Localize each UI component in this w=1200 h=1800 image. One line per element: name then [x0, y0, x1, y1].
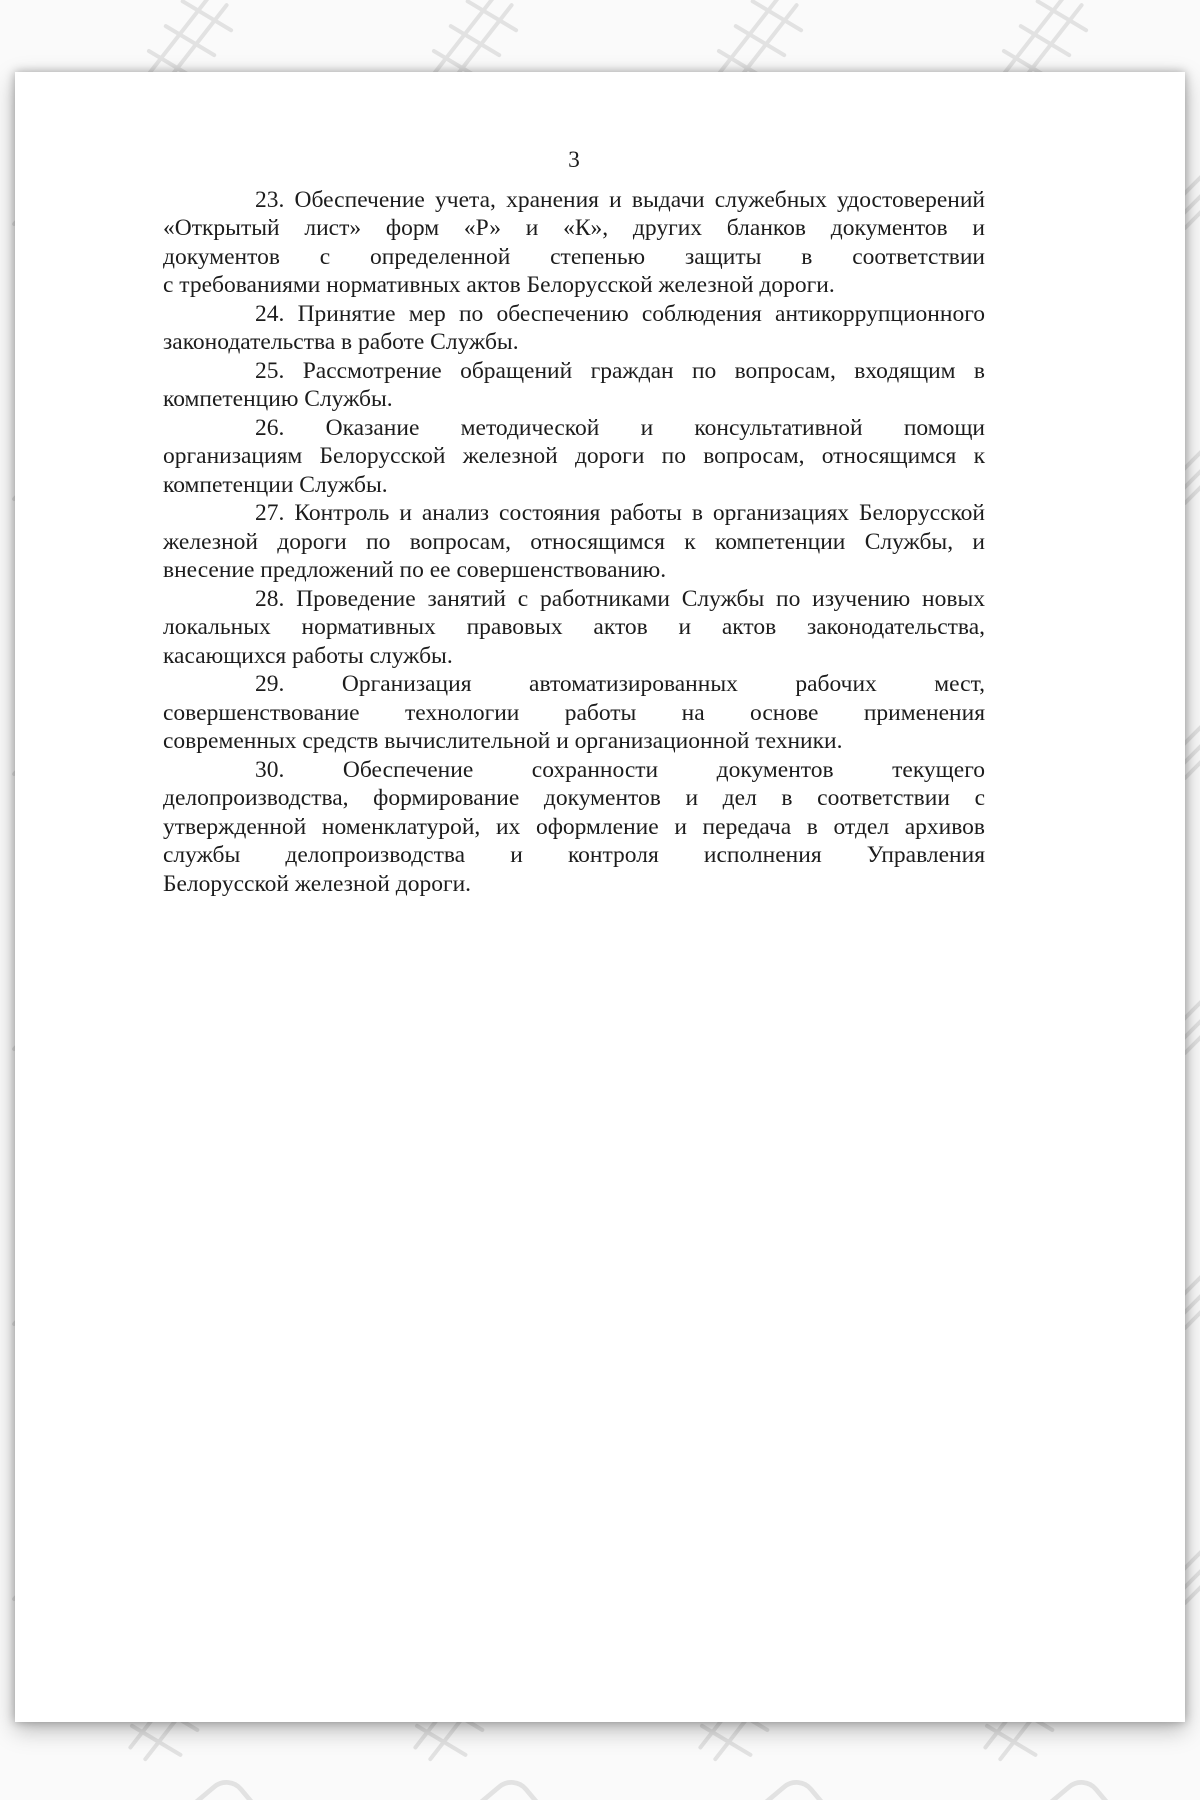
- text-line: локальных нормативных правовых актов и актов законодательства,: [163, 614, 985, 640]
- text-line: 27. Контроль и анализ состояния работы в организациях Белорусской: [255, 500, 985, 526]
- paragraph: [163, 585, 985, 671]
- paragraph: [163, 186, 985, 300]
- text-line: 30. Обеспечение сохранности документов текущего: [255, 756, 985, 783]
- text-line: Белорусской железной дороги.: [163, 870, 472, 897]
- text-line: компетенцию Службы.: [163, 386, 393, 412]
- text-line: с требованиями нормативных актов Белорусской железной дороги.: [163, 272, 835, 298]
- paragraph: [163, 357, 985, 414]
- text-line: 26. Оказание методической и консультативной помощи: [255, 414, 985, 441]
- text-line: службы делопроизводства и контроля исполнения Управления: [163, 842, 985, 868]
- paragraph: [163, 300, 985, 357]
- text-line: организациям Белорусской железной дороги по вопросам, относящимся к: [163, 443, 985, 469]
- document-body: [15, 186, 1185, 899]
- text-line: 25. Рассмотрение обращений граждан по вопросам, входящим в: [255, 357, 985, 384]
- text-line: совершенствование технологии работы на основе применения: [163, 699, 985, 726]
- text-line: современных средств вычислительной и организационной техники.: [163, 728, 843, 754]
- text-line: делопроизводства, формирование документов и дел в соответствии с: [163, 785, 985, 811]
- text-line: касающихся работы службы.: [163, 642, 453, 669]
- text-line: документов с определенной степенью защиты в соответствии: [163, 243, 985, 270]
- paragraph: [163, 414, 985, 500]
- page-number: 3: [568, 147, 580, 173]
- text-line: законодательства в работе Службы.: [163, 329, 519, 355]
- text-line: «Открытый лист» форм «Р» и «К», других бланков документов и: [163, 215, 985, 241]
- text-line: железной дороги по вопросам, относящимся к компетенции Службы, и: [163, 528, 985, 555]
- text-line: 24. Принятие мер по обеспечению соблюдения антикоррупционного: [255, 300, 985, 327]
- text-line: 29. Организация автоматизированных рабочих мест,: [255, 671, 985, 697]
- document-page: [15, 72, 1185, 1722]
- paragraph: [163, 670, 985, 756]
- text-line: компетенции Службы.: [163, 471, 388, 498]
- text-line: утвержденной номенклатурой, их оформление и передача в отдел архивов: [163, 813, 985, 840]
- paragraph: [163, 756, 985, 899]
- text-line: внесение предложений по ее совершенствованию.: [163, 557, 667, 583]
- paragraph: [163, 499, 985, 585]
- text-line: 28. Проведение занятий с работниками Службы по изучению новых: [255, 585, 985, 612]
- text-line: 23. Обеспечение учета, хранения и выдачи служебных удостоверений: [255, 186, 985, 213]
